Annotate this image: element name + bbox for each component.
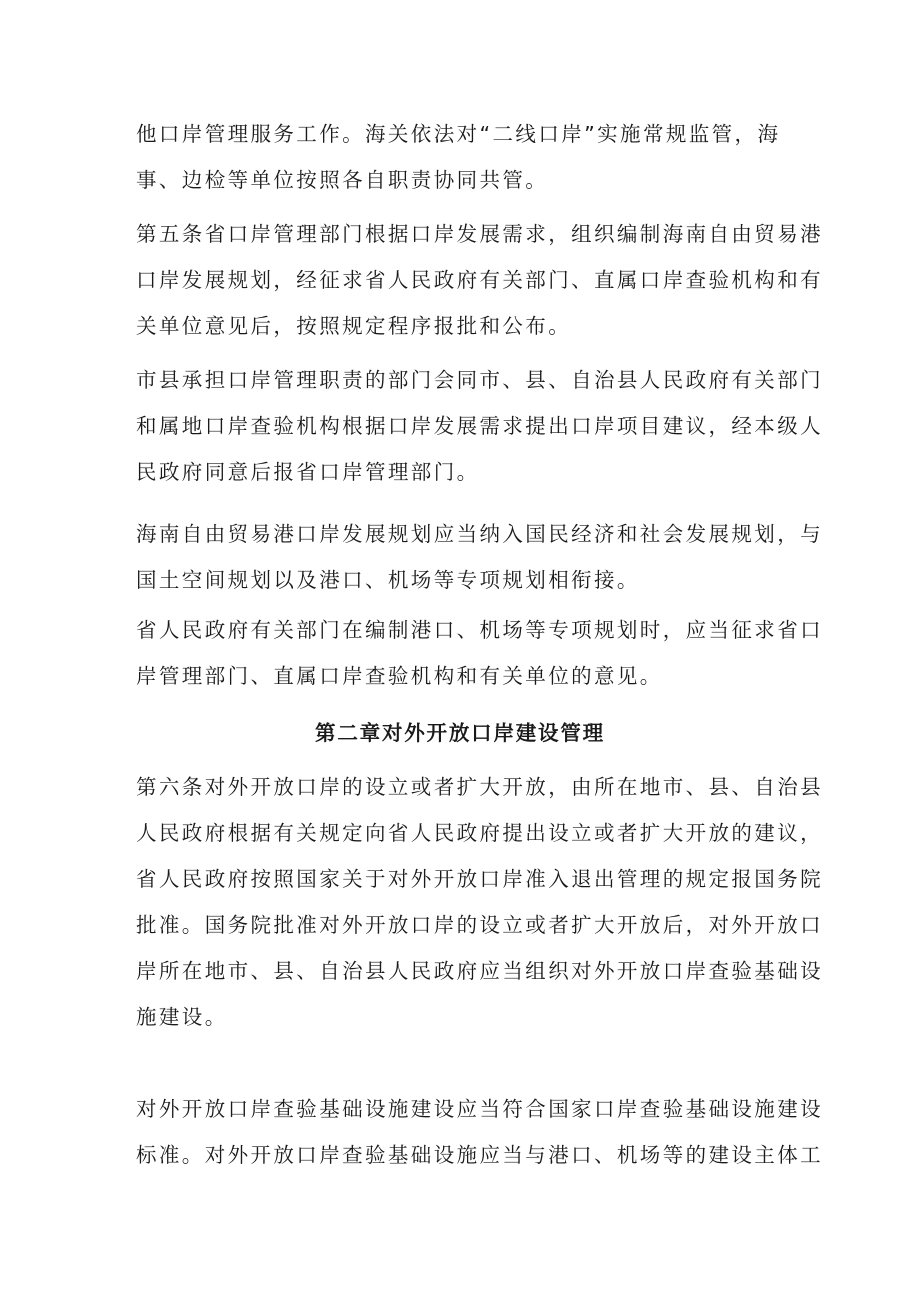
text-line: 事、边检等单位按照各自职责协同共管。 [136, 168, 549, 192]
text-line: 他口岸管理服务工作。海关依法对“二线口岸”实施常规监管，海 [136, 122, 781, 146]
paragraph-inspection-facilities [136, 1086, 823, 1178]
text-line: 市县承担口岸管理职责的部门会同市、县、自治县人民政府有关部门 [136, 368, 823, 392]
text-line: 口岸发展规划，经征求省人民政府有关部门、直属口岸查验机构和有 [136, 268, 823, 292]
text-line: 施建设。 [136, 1005, 228, 1029]
text-line: 省人民政府有关部门在编制港口、机场等专项规划时，应当征求省口 [136, 618, 823, 642]
paragraph-plan-integration [136, 511, 823, 603]
text-line: 岸管理部门、直属口岸查验机构和有关单位的意见。 [136, 664, 663, 688]
text-line: 省人民政府按照国家关于对外开放口岸准入退出管理的规定报国务院 [136, 867, 823, 891]
text-line: 国土空间规划以及港口、机场等专项规划相衔接。 [136, 568, 640, 592]
paragraph-article-5 [136, 211, 823, 349]
text-line: 第六条对外开放口岸的设立或者扩大开放，由所在地市、县、自治县 [136, 775, 823, 799]
paragraph-special-planning [136, 607, 823, 699]
text-line: 标准。对外开放口岸查验基础设施应当与港口、机场等的建设主体工 [136, 1143, 823, 1167]
paragraph-continued [136, 111, 786, 203]
text-line: 和属地口岸查验机构根据口岸发展需求提出口岸项目建议，经本级人 [136, 414, 823, 438]
text-line: 海南自由贸易港口岸发展规划应当纳入国民经济和社会发展规划，与 [136, 522, 823, 546]
text-line: 批准。国务院批准对外开放口岸的设立或者扩大开放后，对外开放口 [136, 913, 823, 937]
text-line: 第五条省口岸管理部门根据口岸发展需求，组织编制海南自由贸易港 [136, 222, 823, 246]
text-line: 岸所在地市、县、自治县人民政府应当组织对外开放口岸查验基础设 [136, 959, 823, 983]
paragraph-article-6 [136, 764, 823, 1040]
paragraph-county-proposal [136, 357, 823, 495]
text-line: 关单位意见后，按照规定程序报批和公布。 [136, 314, 572, 338]
text-line: 对外开放口岸查验基础设施建设应当符合国家口岸查验基础设施建设 [136, 1097, 823, 1121]
text-line: 人民政府根据有关规定向省人民政府提出设立或者扩大开放的建议， [136, 821, 823, 845]
chapter-heading: 第二章对外开放口岸建设管理 [315, 721, 605, 745]
text-line: 民政府同意后报省口岸管理部门。 [136, 460, 480, 484]
